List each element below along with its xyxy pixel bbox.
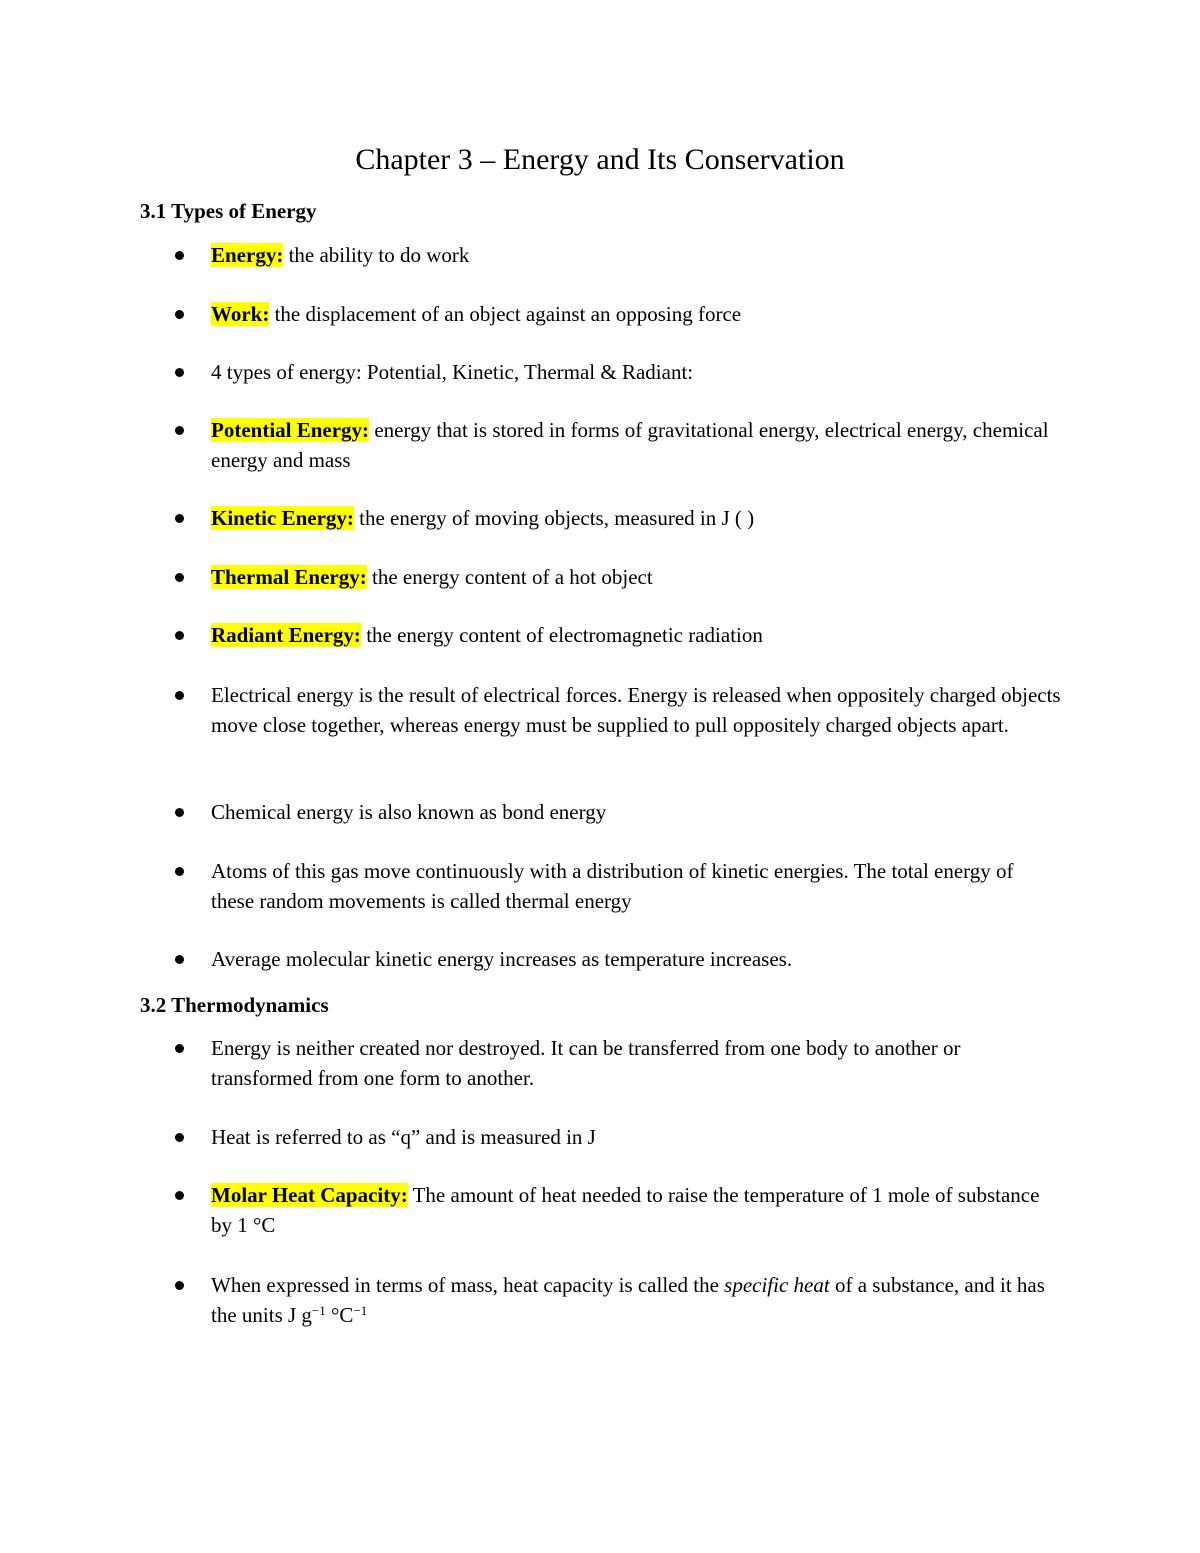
- section-heading-types-of-energy: 3.1 Types of Energy: [140, 199, 317, 223]
- list-item-text: Chemical energy is also known as bond energy: [211, 800, 607, 824]
- list-item: [211, 680, 1061, 740]
- list-item: [211, 503, 1071, 533]
- list-item: [211, 1122, 1071, 1152]
- list-item-text: of a substance, and it has the units J g: [211, 1273, 1045, 1327]
- definition-term: Work:: [211, 302, 270, 326]
- section-heading-thermodynamics: 3.2 Thermodynamics: [140, 993, 329, 1017]
- definition-text: the ability to do work: [283, 243, 470, 267]
- definition-term: Potential Energy:: [211, 418, 370, 442]
- list-item: [211, 562, 1071, 592]
- definition-term: Molar Heat Capacity:: [211, 1183, 408, 1207]
- definition-term: Thermal Energy:: [211, 565, 367, 589]
- specific-heat-term: specific heat: [724, 1273, 830, 1297]
- superscript-exponent: −1: [311, 1303, 326, 1318]
- page-title: Chapter 3 – Energy and Its Conservation: [355, 143, 845, 176]
- list-item: [211, 944, 1071, 974]
- definition-text: the energy content of a hot object: [366, 565, 653, 589]
- definition-term: Energy:: [211, 243, 284, 267]
- list-item: [211, 415, 1071, 475]
- list-item-text: °C: [325, 1303, 354, 1327]
- definition-text: energy that is stored in forms of gravitational energy, electrical energy, chemical energy and mass: [211, 418, 1049, 472]
- list-item-text: 4 types of energy: Potential, Kinetic, Thermal & Radiant:: [211, 360, 694, 384]
- definition-term: Kinetic Energy:: [211, 506, 354, 530]
- list-item-text: When expressed in terms of mass, heat capacity is called the: [211, 1273, 725, 1297]
- list-item: [211, 797, 1071, 827]
- list-item-text: Atoms of this gas move continuously with a distribution of kinetic energies. The total energy of these random movements is called thermal energy: [211, 859, 1014, 913]
- definition-text: the displacement of an object against an opposing force: [269, 302, 742, 326]
- list-item: [211, 620, 1071, 650]
- list-item: [211, 856, 1031, 916]
- list-item: [211, 240, 1071, 270]
- list-item: [211, 1180, 1051, 1240]
- list-item-text: Electrical energy is the result of electrical forces. Energy is released when oppositely charged objects move close together, whereas energy must be supplied to pull oppositely charged objects apart.: [211, 683, 1061, 737]
- list-item-text: Energy is neither created nor destroyed. It can be transferred from one body to another or transformed from one form to another.: [211, 1036, 961, 1090]
- definition-text: the energy of moving objects, measured in J ( ): [353, 506, 755, 530]
- list-item: [211, 357, 1071, 387]
- list-item: [211, 1033, 1061, 1093]
- definition-text: the energy content of electromagnetic radiation: [360, 623, 763, 647]
- definition-term: Radiant Energy:: [211, 623, 361, 647]
- list-item: [211, 299, 1071, 329]
- superscript-exponent: −1: [353, 1303, 368, 1318]
- list-item: [211, 1270, 1071, 1330]
- list-item-text: Average molecular kinetic energy increases as temperature increases.: [211, 947, 793, 971]
- definition-text: The amount of heat needed to raise the temperature of 1 mole of substance by 1 °C: [211, 1183, 1040, 1237]
- list-item-text: Heat is referred to as “q” and is measured in J: [211, 1125, 596, 1149]
